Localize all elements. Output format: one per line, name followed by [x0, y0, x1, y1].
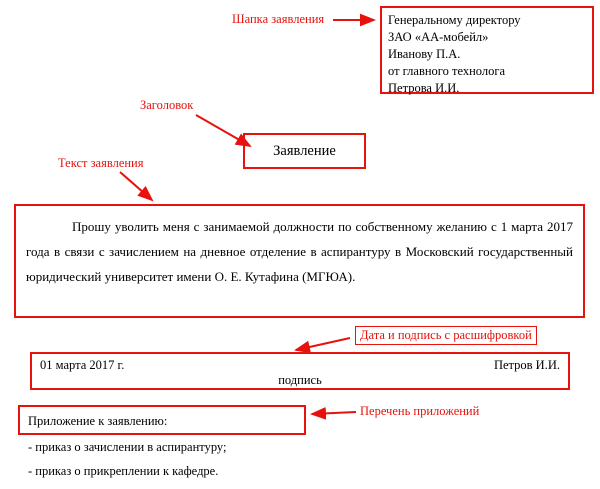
header-line-recipient-name: Иванову П.А. — [388, 47, 461, 61]
signature-row — [32, 354, 568, 373]
header-line-author-name: Петрова И.И. — [388, 81, 460, 95]
annotation-header-label: Шапка заявления — [232, 12, 325, 26]
annotation-title-label: Заголовок — [140, 98, 194, 112]
signature-name: Петров И.И. — [493, 358, 560, 372]
signature-caption: подпись — [278, 373, 322, 387]
attachments-heading: Приложение к заявлению: — [28, 414, 168, 428]
annotation-date-signature-label: Дата и подпись с расшифровкой — [355, 326, 537, 345]
attachment-item-2: - приказ о прикреплении к кафедре. — [28, 464, 219, 478]
header-line-company: ЗАО «АА-мобейл» — [388, 30, 489, 44]
document-body-text — [26, 214, 573, 289]
body-text-content: Прошу уволить меня с занимаемой должности по собственному желанию с 1 марта 2017 года в связи с зачислением на дневное отделение в аспирантуру в Московский государственный юридический университет имени О. Е. Кутафина (МГЮА). — [26, 219, 573, 284]
attachment-item-1: - приказ о зачислении в аспирантуру; — [28, 440, 227, 454]
document-title-box — [243, 133, 366, 169]
annotation-body-label: Текст заявления — [58, 156, 144, 170]
signature-date: 01 марта 2017 г. — [40, 358, 125, 372]
document-header-block — [380, 6, 594, 94]
header-line-recipient-position: Генеральному директору — [388, 13, 521, 27]
document-attachments-box — [18, 405, 306, 435]
annotation-attachments-label: Перечень приложений — [360, 404, 480, 418]
page-title: Заявление — [273, 142, 336, 159]
document-body-box — [14, 204, 585, 318]
header-line-author-position: от главного технолога — [388, 64, 506, 78]
document-signature-box — [30, 352, 570, 390]
